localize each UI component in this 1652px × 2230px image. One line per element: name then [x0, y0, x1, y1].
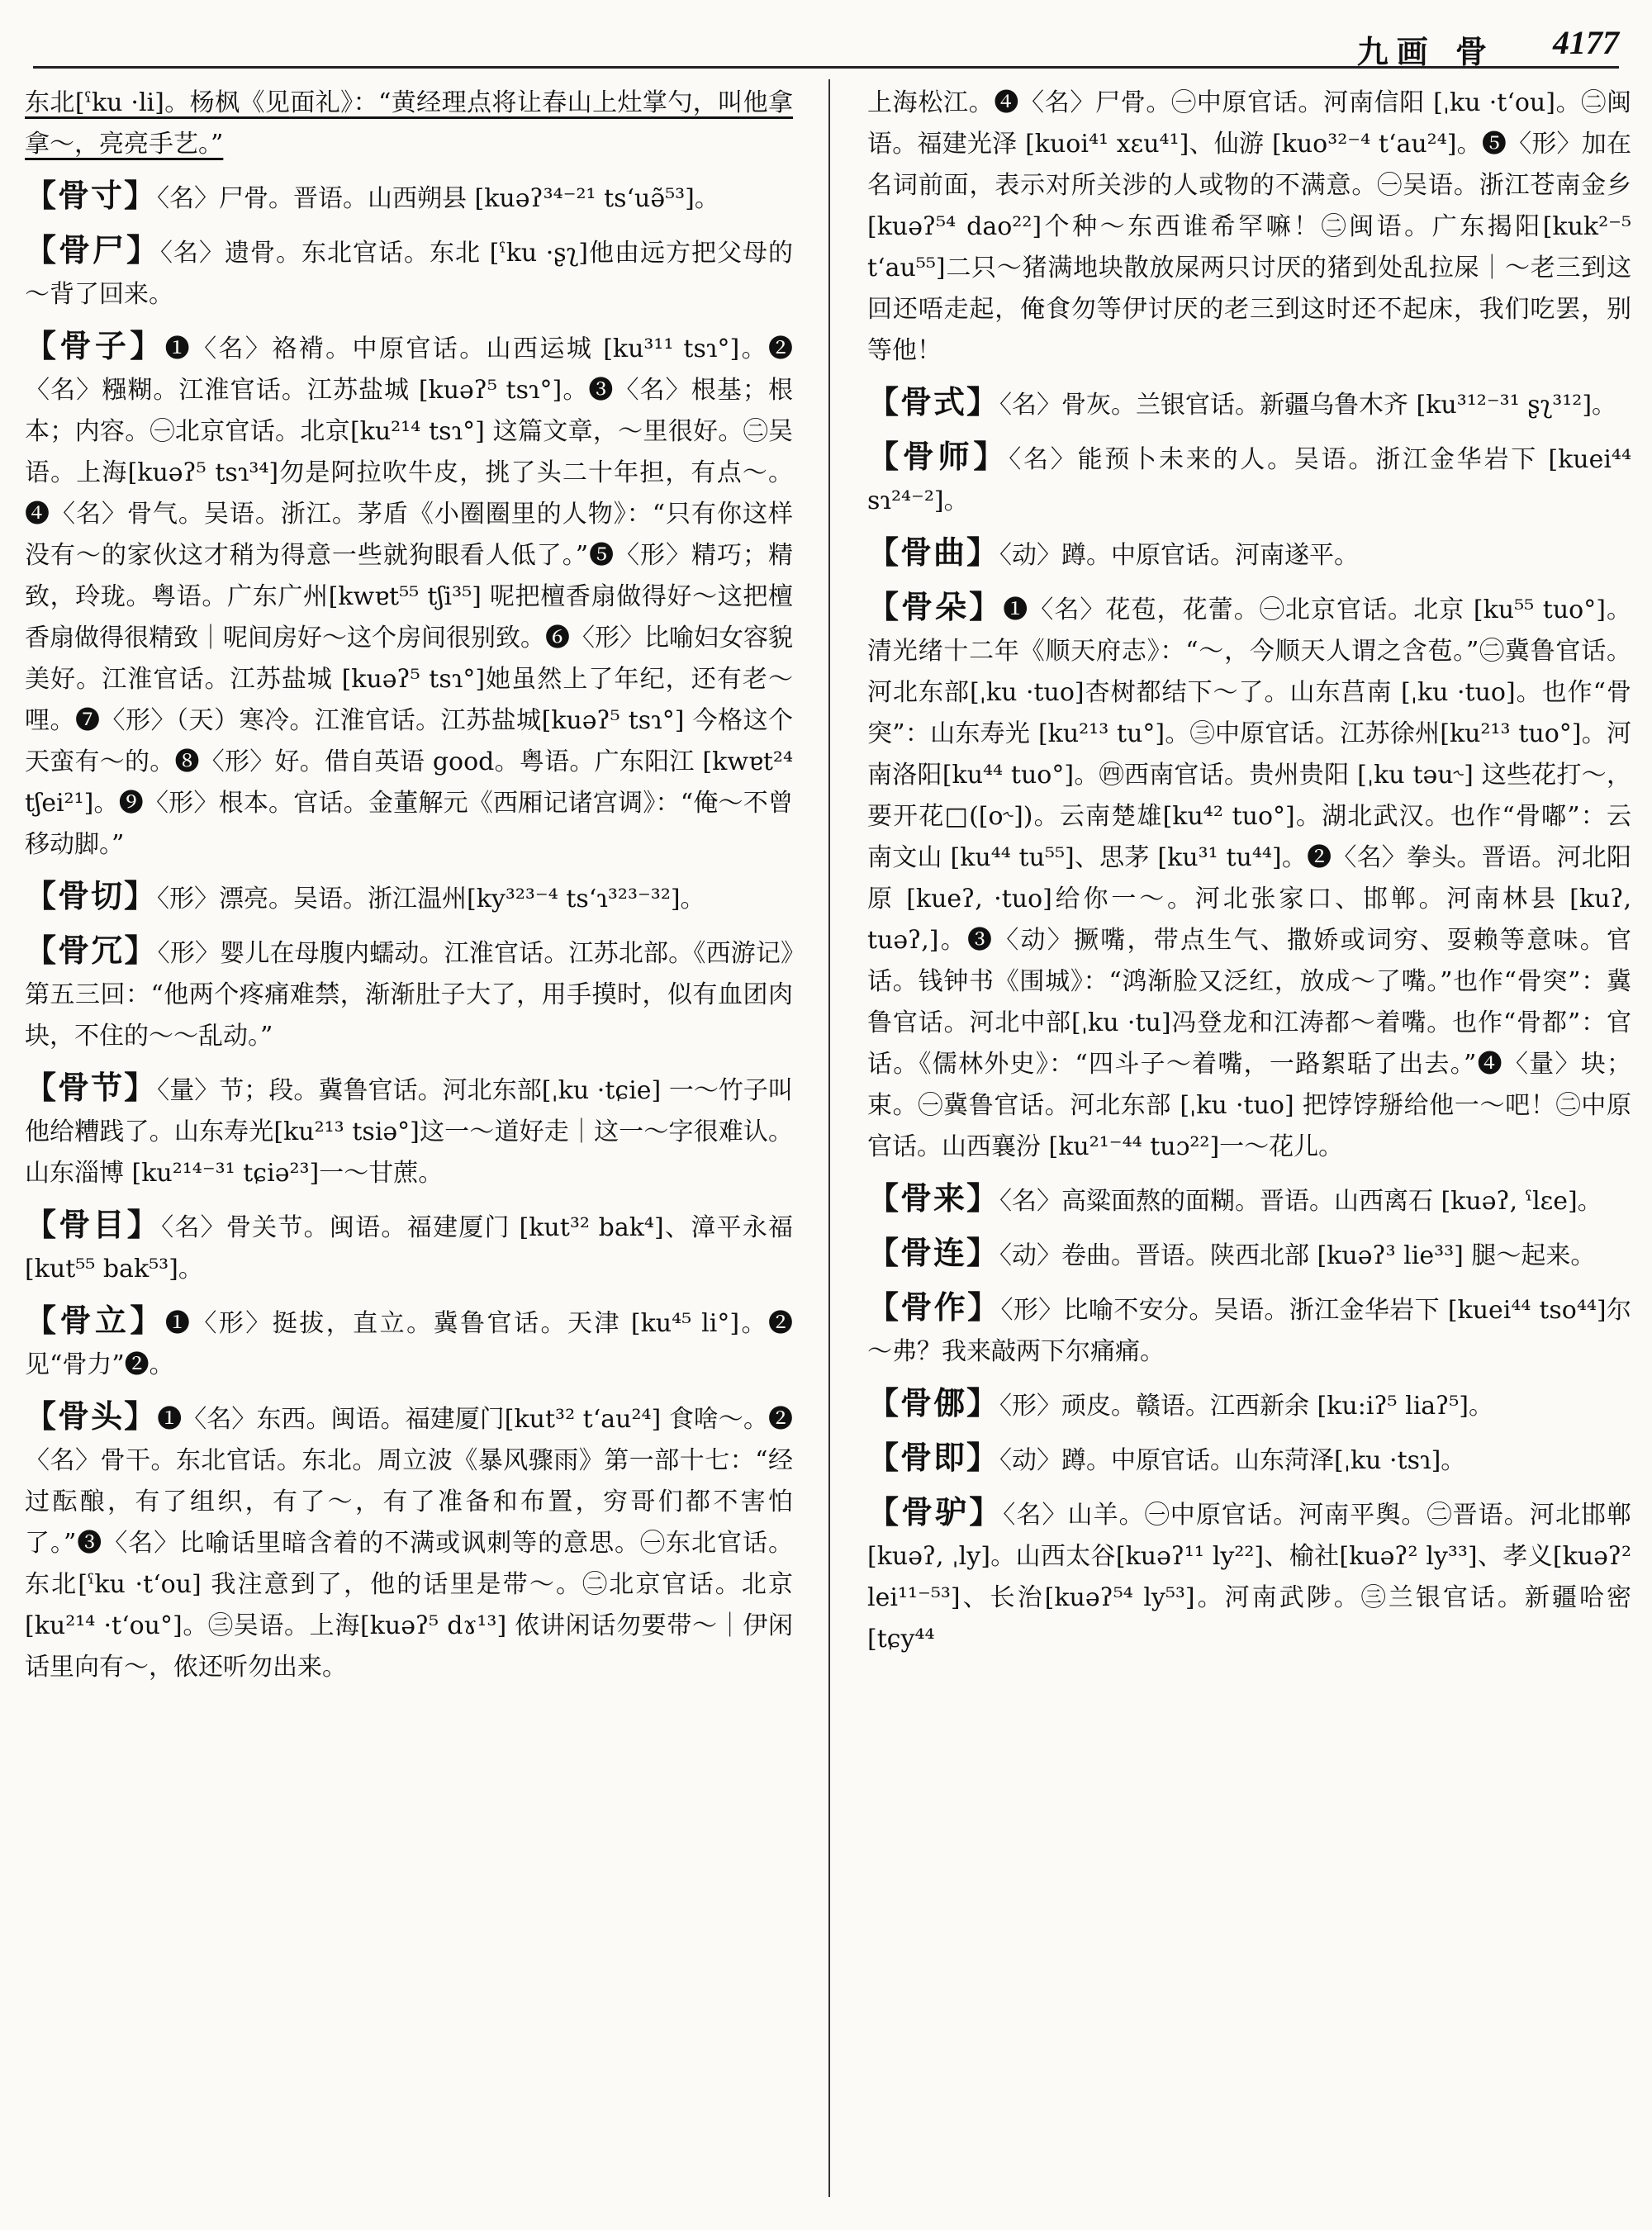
dictionary-entry [25, 1396, 793, 1688]
dictionary-entry [867, 1287, 1631, 1373]
dictionary-entry [867, 1383, 1631, 1427]
dictionary-entry [867, 1437, 1631, 1482]
entry-definition: ❶〈名〉袼褙。中原官话。山西运城 [ku³¹¹ tsɿ°]。❷〈名〉糨糊。江淮官话。江苏盐城 [kuəʔ⁵ tsɿ°]。❸〈名〉根基；根本；内容。㊀北京官话。北京[ku²¹⁴ tsɿ°] 这篇文章，～里很好。㊁吴语。上海[kuəʔ⁵ tsɿ³⁴]勿是阿拉吹牛皮，挑了头二十年担，有点～。❹〈名〉骨气。吴语。浙江。茅盾《小圈圈里的人物》：“只有你这样没有～的家伙这才稍为得意一些就狗眼看人低了。”❺〈形〉精巧；精致，玲珑。粤语。广东广州[kwɐt⁵⁵ tʃi³⁵] 呢把檀香扇做得好～这把檀香扇做得很精致｜呢间房好～这个房间很别致。❻〈形〉比喻妇女容貌美好。江淮官话。江苏盐城 [kuəʔ⁵ tsɿ°]她虽然上了年纪，还有老～哩。❼〈形〉（天）寒冷。江淮官话。江苏盐城[kuəʔ⁵ tsɿ°] 今格这个天蛮有～的。❽〈形〉好。借自英语 good。粤语。广东阳江 [kwɐt²⁴ tʃei²¹]。❾〈形〉根本。官话。金董解元《西厢记诸宫调》：“俺～不曾移动脚。” [25, 334, 793, 859]
dictionary-entry [867, 1178, 1631, 1222]
entry-headword: 【骨师】 [867, 439, 1009, 475]
entry-headword: 【骨作】 [867, 1289, 1001, 1326]
dictionary-entry [25, 230, 793, 316]
dictionary-entry [25, 1300, 793, 1386]
dictionary-entry [25, 1067, 793, 1194]
entry-headword: 【骨冗】 [25, 932, 158, 969]
entry-definition: 上海松江。❹〈名〉尸骨。㊀中原官话。河南信阳 [ˌku ·tʻou]。㊁闽语。福建光泽 [kuoi⁴¹ xɛu⁴¹]、仙游 [kuo³²⁻⁴ tʻau²⁴]。❺〈形〉加在名词前面，表示对所关涉的人或物的不满意。㊀吴语。浙江苍南金乡[kuəʔ⁵⁴ dao²²]个种～东西谁希罕嘛！㊁闽语。广东揭阳[kuk²⁻⁵ tʻau⁵⁵]二只～猪满地块散放屎两只讨厌的猪到处乱拉屎｜～老三到这回还唔走起，俺食勿等伊讨厌的老三到这时还不起床，我们吃罢，别等他！ [867, 88, 1631, 365]
column-divider [828, 79, 830, 2197]
entry-headword: 【骨节】 [25, 1070, 158, 1106]
dictionary-entry [867, 436, 1631, 522]
entry-definition: 〈形〉顽皮。赣语。江西新余 [ku:iʔ⁵ liaʔ⁵]。 [999, 1392, 1493, 1421]
entry-headword: 【骨曲】 [867, 534, 1000, 571]
dictionary-entry [25, 175, 793, 220]
entry-headword: 【骨寸】 [25, 178, 158, 214]
entry-headword: 【骨立】 [25, 1302, 165, 1339]
entry-headword: 【骨头】 [25, 1398, 158, 1435]
entry-headword: 【骨目】 [25, 1207, 162, 1243]
left-column [25, 79, 793, 2213]
entry-definition: 〈量〉节；段。冀鲁官话。河北东部[ˌku ·tɕie] 一～竹子叫他给糟践了。山东寿光[ku²¹³ tsiə°]这一～道好走｜这一～字很难认。山东淄博 [ku²¹⁴⁻³¹ tɕiə²³]一～甘蔗。 [25, 1076, 793, 1188]
dictionary-entry [867, 586, 1631, 1168]
entry-definition: 〈名〉尸骨。晋语。山西朔县 [kuəʔ³⁴⁻²¹ tsʻuə̃⁵³]。 [157, 184, 719, 213]
entry-definition: 〈形〉婴儿在母腹内蠕动。江淮官话。江苏北部。《西游记》第五三回：“他两个疼痛难禁，渐渐肚子大了，用手摸时，似有血团肉块，不住的～～乱动。” [25, 939, 793, 1051]
header-rule [33, 66, 1619, 69]
dictionary-entry [867, 1232, 1631, 1277]
entry-definition: 〈名〉遗骨。东北官话。东北 [ˤku ·ʂʅ]他由远方把父母的～背了回来。 [25, 239, 793, 309]
entry-headword: 【骨朵】 [867, 589, 1004, 625]
entry-headword: 【骨驴】 [867, 1494, 1004, 1530]
page-number: 4177 [1553, 24, 1619, 61]
dictionary-entry [867, 1492, 1631, 1660]
entry-definition: 〈名〉山羊。㊀中原官话。河南平舆。㊁晋语。河北邯郸 [kuəʔ, ˌly]。山西太谷[kuəʔ¹¹ ly²²]、榆社[kuəʔ² ly³³]、孝义[kuəʔ² lei¹¹⁻⁵³]、长治[kuəʔ⁵⁴ ly⁵³]。河南武陟。㊂兰银官话。新疆哈密 [tɕy⁴⁴ [867, 1501, 1631, 1654]
entry-definition: 〈名〉骨关节。闽语。福建厦门 [kut³² bak⁴]、漳平永福[kut⁵⁵ bak⁵³]。 [25, 1213, 793, 1283]
dictionary-entry [867, 382, 1631, 426]
entry-definition: 〈动〉蹲。中原官话。河南遂平。 [999, 541, 1360, 570]
entry-definition: 〈名〉骨灰。兰银官话。新疆乌鲁木齐 [ku³¹²⁻³¹ ʂʅ³¹²]。 [999, 391, 1617, 420]
entry-headword: 【骨来】 [867, 1180, 1000, 1217]
entry-headword: 【骨式】 [867, 384, 1000, 420]
entry-headword: 【骨切】 [25, 878, 158, 914]
entry-definition: 〈动〉卷曲。晋语。陕西北部 [kuəʔ³ lie³³] 腿～起来。 [999, 1241, 1596, 1270]
entry-headword: 【骨连】 [867, 1235, 1000, 1271]
dictionary-entry [867, 532, 1631, 576]
running-head: 九画 骨 [1356, 33, 1495, 70]
entry-definition: 〈名〉能预卜未来的人。吴语。浙江金华岩下 [kuei⁴⁴ sɿ²⁴⁻²]。 [867, 445, 1631, 515]
page-header [33, 12, 1619, 70]
dictionary-entry [25, 325, 793, 866]
entry-definition: 〈名〉高粱面熬的面糊。晋语。山西离石 [kuəʔ, ˤlɛe]。 [999, 1187, 1602, 1216]
dictionary-entry [25, 1204, 793, 1290]
dictionary-entry [25, 930, 793, 1057]
entry-definition: 东北[ˤku ·li]。杨枫《见面礼》：“黄经理点将让春山上灶掌勺，叫他拿拿～，亮亮手艺。” [25, 88, 793, 159]
entry-headword: 【骨即】 [867, 1440, 1000, 1476]
entry-definition: 〈形〉比喻不安分。吴语。浙江金华岩下 [kuei⁴⁴ tso⁴⁴]尔～弗？我来敲两下尔痛痛。 [867, 1296, 1631, 1366]
entry-definition: 〈形〉漂亮。吴语。浙江温州[ky³²³⁻⁴ tsʻɿ³²³⁻³²]。 [157, 885, 705, 913]
entry-headword: 【骨子】 [25, 328, 165, 364]
right-column [867, 79, 1631, 2213]
dictionary-entry [867, 79, 1631, 372]
entry-headword: 【骨㑚】 [867, 1385, 1000, 1421]
entry-definition: ❶〈形〉挺拔，直立。冀鲁官话。天津 [ku⁴⁵ li°]。❷见“骨力”❷。 [25, 1309, 793, 1379]
dictionary-entry [25, 875, 793, 920]
entry-definition: 〈动〉蹲。中原官话。山东菏泽[ˌku ·tsɿ]。 [999, 1446, 1466, 1475]
entry-definition: ❶〈名〉东西。闽语。福建厦门[kut³² tʻau²⁴] 食啥～。❷〈名〉骨干。东北官话。东北。周立波《暴风骤雨》第一部十七：“经过酝酿，有了组织，有了～，有了准备和布置，穷哥们都不害怕了。”❸〈名〉比喻话里暗含着的不满或讽刺等的意思。㊀东北官话。东北[ˤku ·tʻou] 我注意到了，他的话里是带～。㊁北京官话。北京[ku²¹⁴ ·tʻou°]。㊂吴语。上海[kuəʔ⁵ dɤ¹³] 侬讲闲话勿要带～｜伊闲话里向有～，侬还听勿出来。 [25, 1405, 793, 1682]
entry-headword: 【骨尸】 [25, 232, 161, 268]
entry-definition: ❶〈名〉花苞，花蕾。㊀北京官话。北京 [ku⁵⁵ tuo°]。清光绪十二年《顺天府志》：“～，今顺天人谓之含苞。”㊁冀鲁官话。河北东部[ˌku ·tuo]杏树都结下～了。山东莒南 [ˌku ·tuo]。也作“骨突”：山东寿光 [ku²¹³ tu°]。㊂中原官话。江苏徐州[ku²¹³ tuo°]。河南洛阳[ku⁴⁴ tuo°]。㊃西南官话。贵州贵阳 [ˌku təu˞] 这些花打～，要开花□([o˞])。云南楚雄[ku⁴² tuo°]。湖北武汉。也作“骨嘟”：云南文山 [ku⁴⁴ tu⁵⁵]、思茅 [ku³¹ tu⁴⁴]。❷〈名〉拳头。晋语。河北阳原 [kueʔ, ·tuo]给你一～。河北张家口、邯郸。河南林县 [kuʔ, tuəʔ,]。❸〈动〉撅嘴，带点生气、撒娇或词穷、耍赖等意味。官话。钱钟书《围城》：“鸿渐脸又泛红，放成～了嘴。”也作“骨突”：冀鲁官话。河北中部[ˌku ·tu]冯登龙和江涛都～着嘴。也作“骨都”：官话。《儒林外史》：“四斗子～着嘴，一路絮聒了出去。”❹〈量〉块；束。㊀冀鲁官话。河北东部 [ˌku ·tuo] 把饽饽掰给他一～吧！㊁中原官话。山西襄汾 [ku²¹⁻⁴⁴ tuɔ²²]一～花儿。 [867, 595, 1631, 1161]
dictionary-entry [25, 79, 793, 165]
